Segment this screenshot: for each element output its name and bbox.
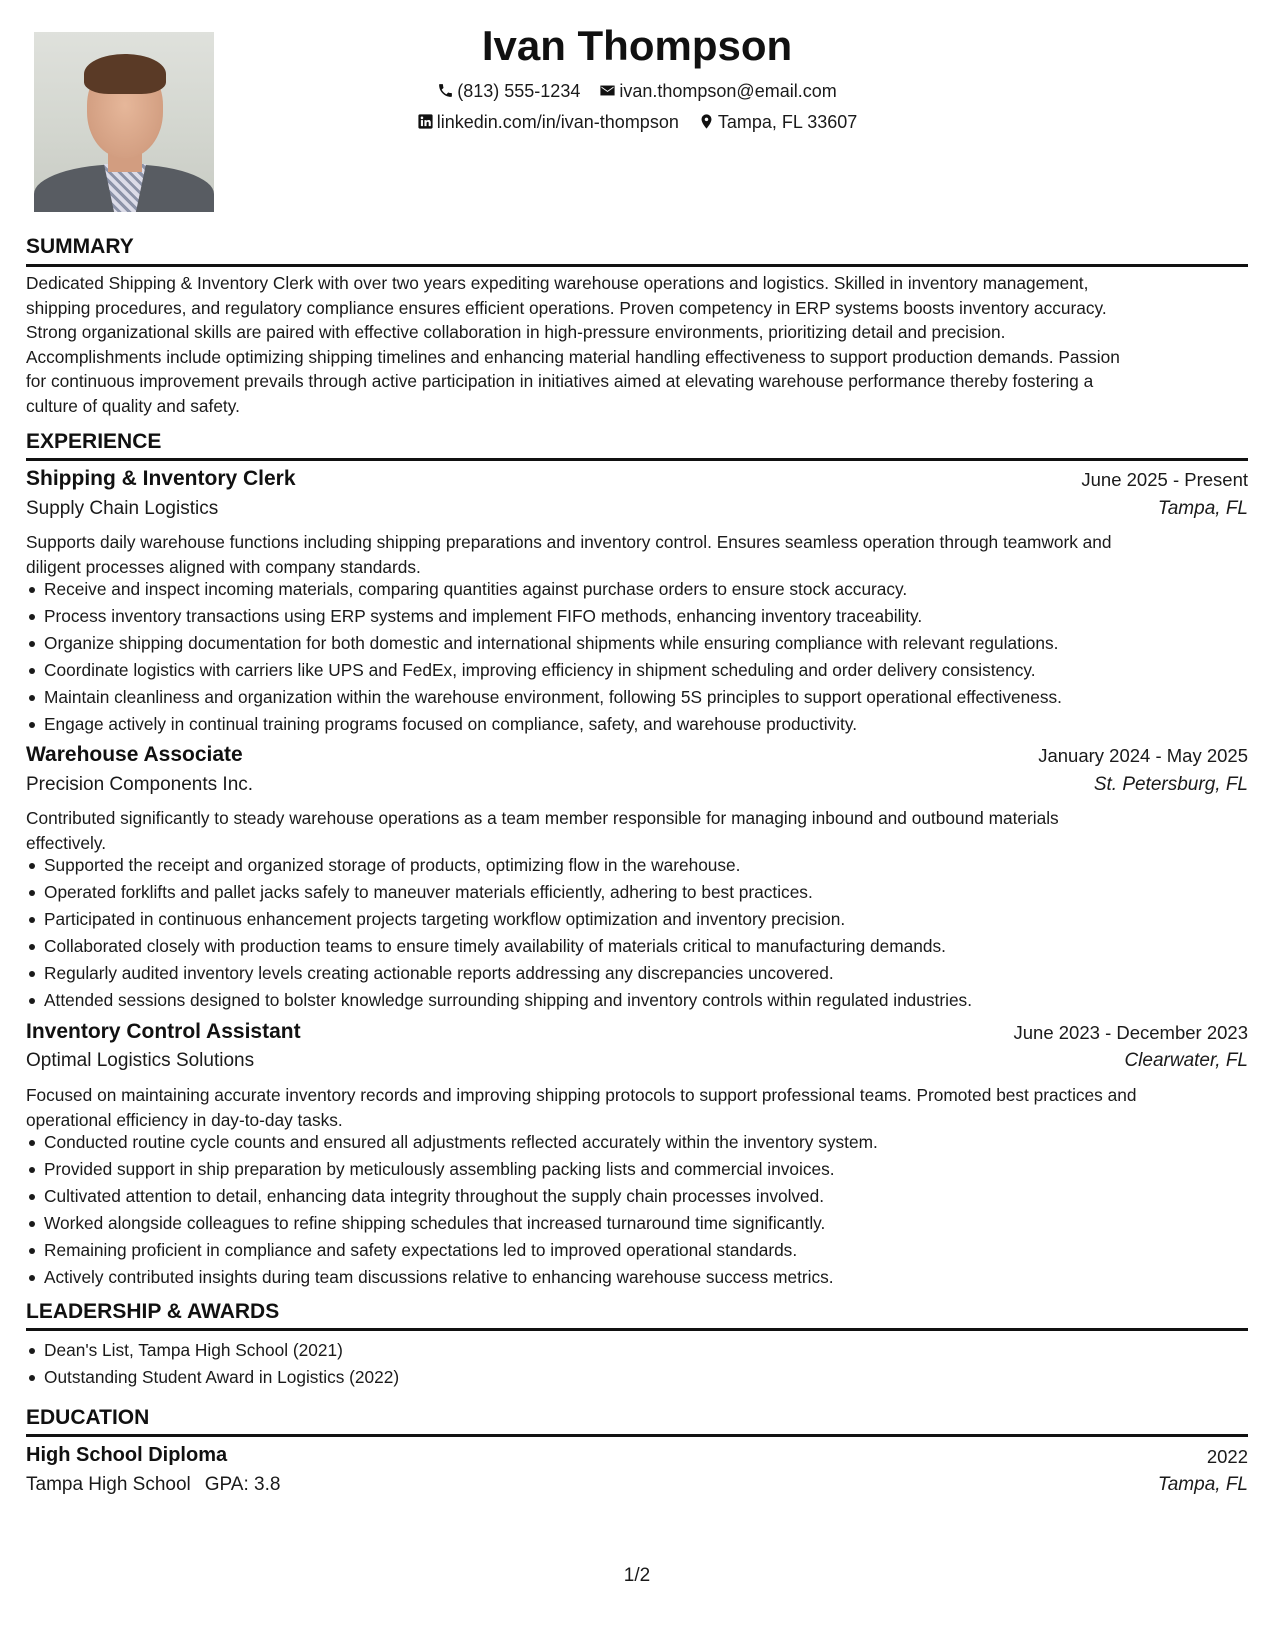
contact-phone [437,81,580,102]
job-dates: January 2024 - May 2025 [1038,745,1248,766]
job-description-line: operational efficiency in day-to-day tasks. [26,1109,343,1130]
job-bullets [26,576,1266,738]
summary-heading: SUMMARY [26,235,134,258]
job-description-line: Contributed significantly to steady warehouse operations as a team member responsible for managing inbound and outbound materials [26,808,1059,828]
summary-line: culture of quality and safety. [26,395,240,416]
job-description [26,1083,1248,1132]
location-text: Tampa, FL 33607 [717,111,858,132]
job-bullets [26,852,1266,1014]
gpa: GPA: 3.8 [204,1474,281,1495]
contact-email[interactable] [599,81,836,102]
summary-divider [26,264,1248,267]
job-company: Optimal Logistics Solutions [26,1050,255,1071]
summary-text [26,271,1248,418]
resume-page [26,0,1248,1650]
graduation-year: 2022 [1206,1446,1248,1467]
job-company: Supply Chain Logistics [26,498,219,519]
list-item: Provided support in ship preparation by meticulously assembling packing lists and commercial invoices. [44,1156,1266,1183]
email-text: ivan.thompson@email.com [619,80,837,101]
list-item: Dean's List, Tampa High School (2021) [44,1337,1266,1364]
job-description [26,806,1248,855]
list-item: Conducted routine cycle counts and ensured all adjustments reflected accurately within the inventory system. [44,1129,1266,1156]
phone-icon [437,82,454,99]
map-pin-icon [698,113,715,130]
list-item: Attended sessions designed to bolster knowledge surrounding shipping and inventory controls within regulated industries. [44,987,1266,1014]
job-title: Inventory Control Assistant [26,1020,301,1043]
envelope-icon [599,82,616,99]
list-item: Outstanding Student Award in Logistics (2022) [44,1364,1266,1391]
list-item: Remaining proficient in compliance and safety expectations led to improved operational standards. [44,1237,1266,1264]
leadership-heading: LEADERSHIP & AWARDS [26,1300,280,1323]
job-dates: June 2023 - December 2023 [1013,1022,1248,1043]
summary-line: Dedicated Shipping & Inventory Clerk with over two years expediting warehouse operations and logistics. Skilled in inventory management, [26,273,1089,293]
job-description-line: Focused on maintaining accurate inventory records and improving shipping protocols to support professional teams. Promoted best practices and [26,1085,1137,1105]
job-location: Tampa, FL [1157,498,1248,519]
experience-divider [26,458,1248,461]
list-item: Collaborated closely with production teams to ensure timely availability of materials critical to manufacturing demands. [44,933,1266,960]
list-item: Organize shipping documentation for both domestic and international shipments while ensuring compliance with relevant regulations. [44,630,1266,657]
list-item: Process inventory transactions using ERP systems and implement FIFO methods, enhancing inventory traceability. [44,603,1266,630]
list-item: Participated in continuous enhancement projects targeting workflow optimization and inventory precision. [44,906,1266,933]
contact-linkedin[interactable] [417,112,679,133]
summary-line: Accomplishments include optimizing shipping timelines and enhancing material handling effectiveness to support production demands. Passion [26,346,1120,367]
list-item: Worked alongside colleagues to refine shipping schedules that increased turnaround time significantly. [44,1210,1266,1237]
contact-row-secondary [26,111,1248,133]
list-item: Engage actively in continual training programs focused on compliance, safety, and warehouse productivity. [44,711,1266,738]
school-name: Tampa High School [26,1474,191,1495]
job-description-line: diligent processes aligned with company standards. [26,556,421,577]
phone-text: (813) 555-1234 [457,80,581,101]
experience-heading: EXPERIENCE [26,430,162,453]
summary-line: Strong organizational skills are paired with effective collaboration in high-pressure environments, prioritizing detail and precision. [26,322,1006,342]
education-heading: EDUCATION [26,1406,150,1429]
job-dates: June 2025 - Present [1081,469,1248,490]
job-company: Precision Components Inc. [26,774,254,795]
contact-row-primary [26,80,1248,102]
page-number: 1/2 [623,1565,651,1586]
job-description-line: effectively. [26,832,107,853]
list-item: Coordinate logistics with carriers like UPS and FedEx, improving efficiency in shipment scheduling and order delivery consistency. [44,657,1266,684]
award-bullets [26,1337,1266,1391]
linkedin-text: linkedin.com/in/ivan-thompson [436,111,679,132]
job-title: Shipping & Inventory Clerk [26,467,296,490]
candidate-name: Ivan Thompson [481,22,793,69]
job-location: St. Petersburg, FL [1093,774,1248,795]
list-item: Supported the receipt and organized storage of products, optimizing flow in the warehouse. [44,852,1266,879]
list-item: Actively contributed insights during team discussions relative to enhancing warehouse success metrics. [44,1264,1266,1291]
job-description [26,530,1248,579]
job-location: Clearwater, FL [1124,1050,1248,1071]
leadership-divider [26,1328,1248,1331]
degree-title: High School Diploma [26,1444,228,1466]
linkedin-icon [417,113,434,130]
job-bullets [26,1129,1266,1291]
list-item: Operated forklifts and pallet jacks safely to maneuver materials efficiently, adhering to best practices. [44,879,1266,906]
list-item: Cultivated attention to detail, enhancing data integrity throughout the supply chain processes involved. [44,1183,1266,1210]
list-item: Receive and inspect incoming materials, comparing quantities against purchase orders to ensure stock accuracy. [44,576,1266,603]
job-description-line: Supports daily warehouse functions including shipping preparations and inventory control. Ensures seamless operation through teamwork and [26,532,1112,552]
school-location: Tampa, FL [1157,1474,1248,1495]
summary-line: for continuous improvement prevails through active participation in initiatives aimed at elevating warehouse performance thereby fostering a [26,371,1094,391]
contact-location [698,112,857,133]
education-divider [26,1434,1248,1437]
list-item: Regularly audited inventory levels creating actionable reports addressing any discrepancies uncovered. [44,960,1266,987]
job-title: Warehouse Associate [26,743,243,766]
school-line [26,1474,280,1496]
list-item: Maintain cleanliness and organization within the warehouse environment, following 5S principles to support operational effectiveness. [44,684,1266,711]
summary-line: shipping procedures, and regulatory compliance ensures efficient operations. Proven competency in ERP systems boosts inventory accuracy. [26,297,1107,318]
